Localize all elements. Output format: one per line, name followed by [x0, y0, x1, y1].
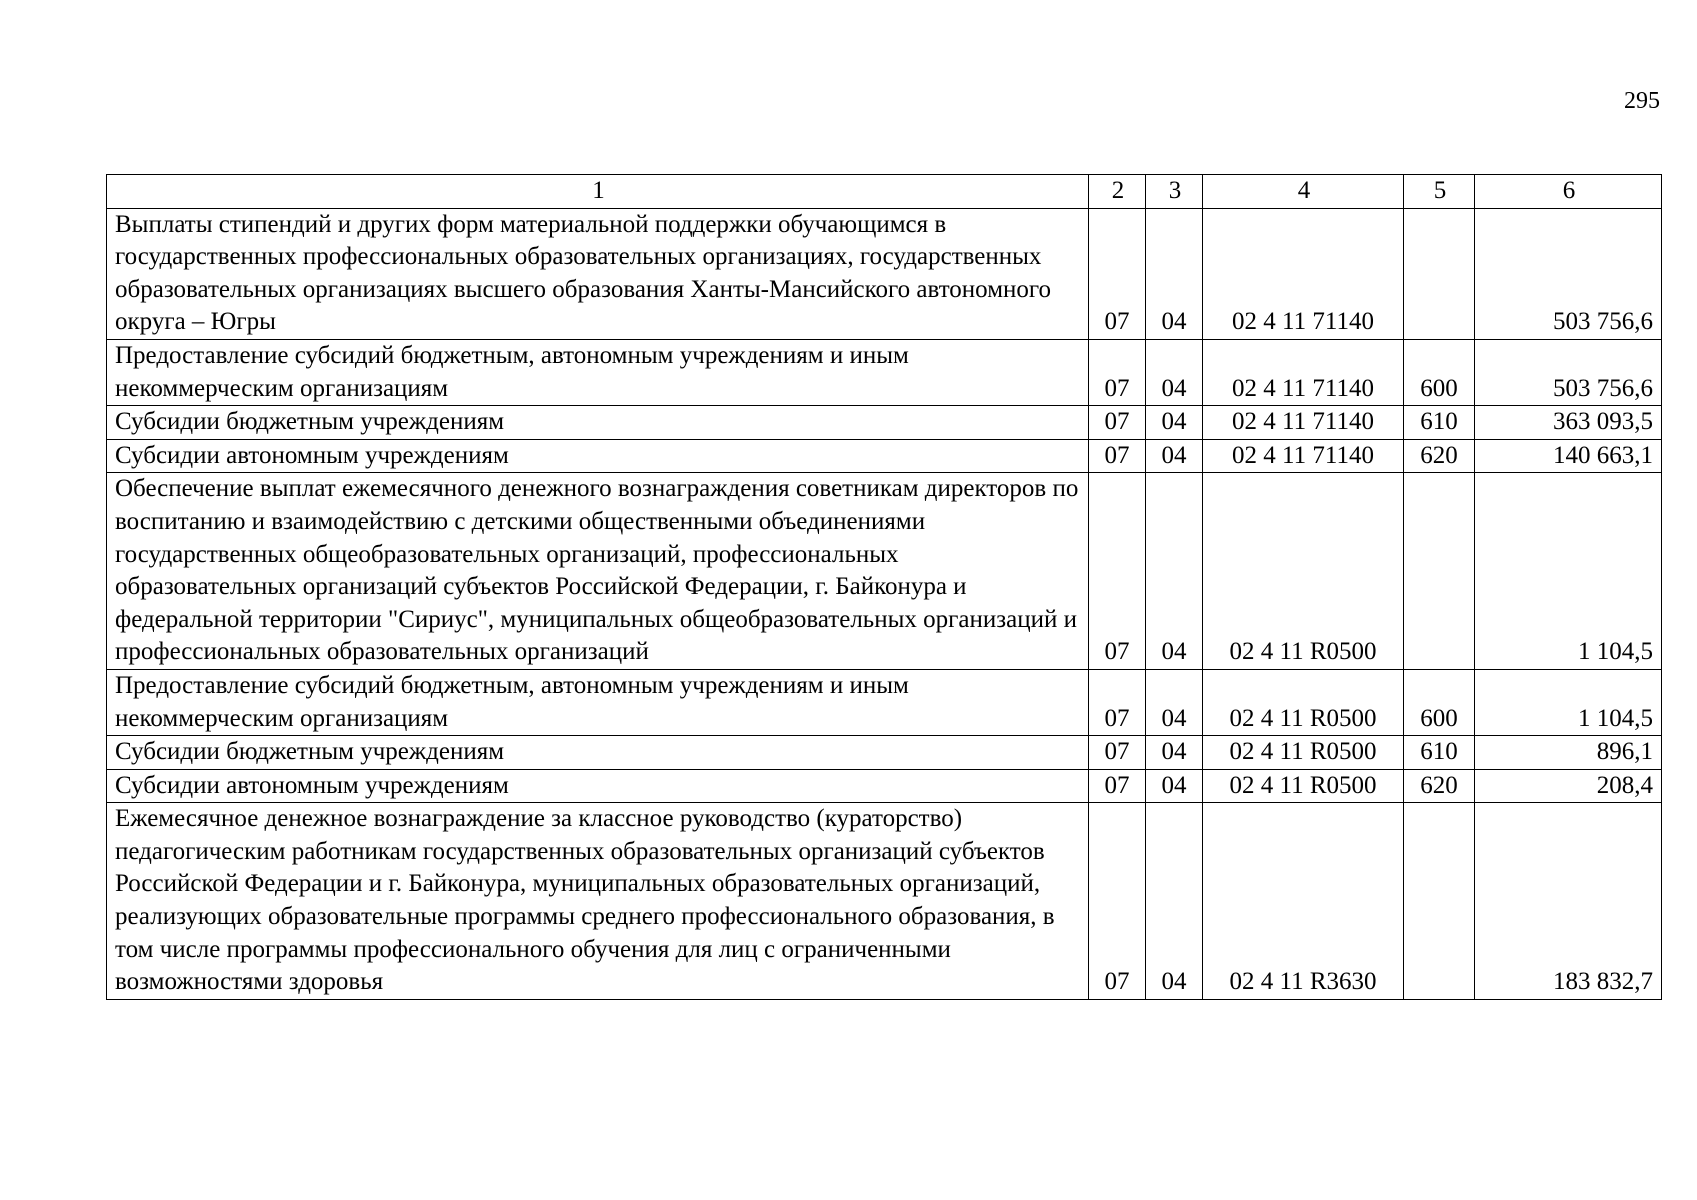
row-section: 07 [1089, 736, 1146, 770]
table-row [107, 406, 1662, 440]
row-amount: 503 756,6 [1475, 208, 1662, 339]
table-row [107, 669, 1662, 735]
row-expense-type: 620 [1404, 439, 1475, 473]
row-expense-type: 610 [1404, 736, 1475, 770]
row-target-code: 02 4 11 R0500 [1203, 669, 1404, 735]
row-expense-type [1404, 208, 1475, 339]
row-target-code: 02 4 11 71140 [1203, 208, 1404, 339]
row-name: Выплаты стипендий и других форм материальной поддержки обучающимся в государственных профессиональных образовательных организациях, государственных образовательных организациях высшего образования Ханты-Мансийского автономного округа – Югры [107, 208, 1089, 339]
row-amount: 1 104,5 [1475, 473, 1662, 670]
header-col-4: 4 [1203, 175, 1404, 209]
header-col-6: 6 [1475, 175, 1662, 209]
row-name: Субсидии бюджетным учреждениям [107, 736, 1089, 770]
row-name: Предоставление субсидий бюджетным, автономным учреждениям и иным некоммерческим организациям [107, 339, 1089, 405]
row-amount: 503 756,6 [1475, 339, 1662, 405]
row-amount: 363 093,5 [1475, 406, 1662, 440]
row-target-code: 02 4 11 R3630 [1203, 803, 1404, 1000]
row-expense-type: 600 [1404, 669, 1475, 735]
row-section: 07 [1089, 339, 1146, 405]
row-target-code: 02 4 11 71140 [1203, 406, 1404, 440]
row-target-code: 02 4 11 R0500 [1203, 473, 1404, 670]
row-expense-type: 600 [1404, 339, 1475, 405]
row-amount: 1 104,5 [1475, 669, 1662, 735]
row-subsection: 04 [1146, 769, 1203, 803]
row-target-code: 02 4 11 71140 [1203, 339, 1404, 405]
row-section: 07 [1089, 406, 1146, 440]
row-subsection: 04 [1146, 406, 1203, 440]
table-row [107, 208, 1662, 339]
row-subsection: 04 [1146, 439, 1203, 473]
table-row [107, 736, 1662, 770]
row-name: Субсидии бюджетным учреждениям [107, 406, 1089, 440]
row-name: Субсидии автономным учреждениям [107, 769, 1089, 803]
row-amount: 183 832,7 [1475, 803, 1662, 1000]
row-target-code: 02 4 11 R0500 [1203, 736, 1404, 770]
header-col-1: 1 [107, 175, 1089, 209]
header-col-2: 2 [1089, 175, 1146, 209]
table-row [107, 803, 1662, 1000]
table-row [107, 769, 1662, 803]
table-header-row [107, 175, 1662, 209]
row-subsection: 04 [1146, 669, 1203, 735]
row-expense-type: 610 [1404, 406, 1475, 440]
row-subsection: 04 [1146, 339, 1203, 405]
row-section: 07 [1089, 439, 1146, 473]
table-row [107, 339, 1662, 405]
header-col-3: 3 [1146, 175, 1203, 209]
row-section: 07 [1089, 669, 1146, 735]
row-name: Ежемесячное денежное вознаграждение за классное руководство (кураторство) педагогическим работникам государственных образовательных организаций субъектов Российской Федерации и г. Байконура, муниципальных образовательных организаций, реализующих образовательные программы среднего профессионального образования, в том числе программы профессионального обучения для лиц с ограниченными возможностями здоровья [107, 803, 1089, 1000]
row-amount: 208,4 [1475, 769, 1662, 803]
table-row [107, 473, 1662, 670]
budget-table [106, 174, 1662, 1000]
row-name: Субсидии автономным учреждениям [107, 439, 1089, 473]
table-row [107, 439, 1662, 473]
header-col-5: 5 [1404, 175, 1475, 209]
row-amount: 896,1 [1475, 736, 1662, 770]
row-subsection: 04 [1146, 803, 1203, 1000]
row-subsection: 04 [1146, 736, 1203, 770]
row-subsection: 04 [1146, 208, 1203, 339]
row-section: 07 [1089, 208, 1146, 339]
row-expense-type [1404, 473, 1475, 670]
row-expense-type: 620 [1404, 769, 1475, 803]
row-section: 07 [1089, 769, 1146, 803]
row-target-code: 02 4 11 R0500 [1203, 769, 1404, 803]
row-name: Обеспечение выплат ежемесячного денежного вознаграждения советникам директоров по воспитанию и взаимодействию с детскими общественными объединениями государственных общеобразовательных организаций, профессиональных образовательных организаций субъектов Российской Федерации, г. Байконура и федеральной территории "Сириус", муниципальных общеобразовательных организаций и профессиональных образовательных организаций [107, 473, 1089, 670]
row-target-code: 02 4 11 71140 [1203, 439, 1404, 473]
row-amount: 140 663,1 [1475, 439, 1662, 473]
row-subsection: 04 [1146, 473, 1203, 670]
page-number: 295 [1624, 88, 1660, 114]
row-name: Предоставление субсидий бюджетным, автономным учреждениям и иным некоммерческим организациям [107, 669, 1089, 735]
row-section: 07 [1089, 803, 1146, 1000]
row-expense-type [1404, 803, 1475, 1000]
row-section: 07 [1089, 473, 1146, 670]
